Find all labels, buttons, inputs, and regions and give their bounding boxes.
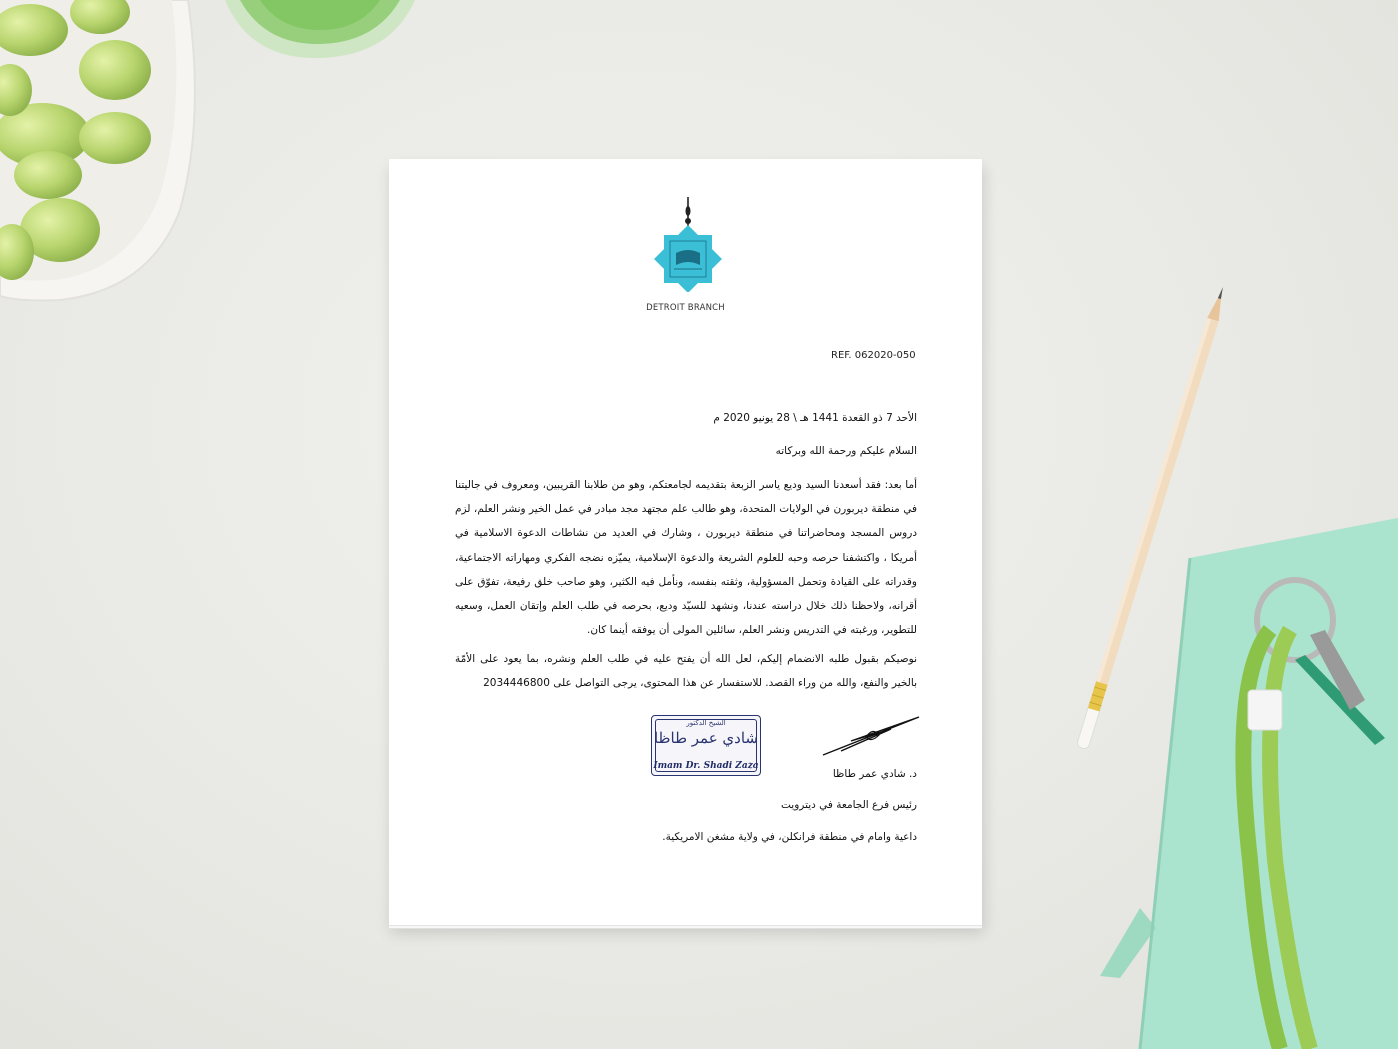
letter-date: الأحد 7 ذو القعدة 1441 هـ \ 28 يونيو 2020 م — [713, 412, 917, 424]
official-stamp — [651, 715, 761, 776]
signer-role: داعية وامام في منطقة فرانكلن، في ولاية مشغن الامريكية. — [662, 831, 917, 843]
letter-paper — [389, 159, 982, 925]
stamp-english-name: Imam Dr. Shadi Zaza — [653, 761, 759, 771]
grapes-bowl-image — [0, 0, 200, 305]
handwritten-signature — [821, 715, 921, 759]
signer-title: رئيس فرع الجامعة في ديترويت — [780, 799, 917, 811]
letter-paragraph-2: نوصيكم بقبول طلبه الانضمام إليكم، لعل الله أن يفتح عليه في طلب العلم ونشره، بما يعود على الأمّة بالخير والنفع، والله من وراء القصد. للاستفسار عن هذا المحتوى، يرجى التواصل على 2034446800 — [455, 653, 917, 689]
signer-name: د. شادي عمر طاظا — [832, 768, 917, 780]
stamp-top-text: الشيخ الدكتور — [686, 719, 726, 727]
letter-paragraph-1: أما بعد: فقد أسعدنا السيد وديع ياسر الزبعة بتقديمه لجامعتكم، وهو من طلابنا القريبين، ومعروف في جاليتنا في منطقة ديربورن في الولايات المتحدة، وهو طالب علم مجتهد مجد مبادر في عمل الخير ونشر العلم، لزم دروس المسجد ومحاضراتنا في منطقة ديربورن ، وشارك في العديد من نشاطات الدعوة الاسلامية في أمريكا ، واكتشفنا حرصه وحبه للعلوم الشريعة والدعوة الإسلامية، يميّزه نضجه الفكري ومهاراته الاجتماعية، وقدراته على القيادة وتحمل المسؤولية، وثقته بنفسه، ونأمل فيه الكثير، وهو صاحب خلق رفيعة، تفوّق على أقرانه، ولاحظنا ذلك خلال دراسته عندنا، ونشهد للسيّد وديع، بحرصه في طلب العلم وإتقان العمل، وسعيه للتطوير، ورغبته في التدريس ونشر العلم، سائلين المولى أن يوفقه أينما كان. — [455, 479, 917, 637]
university-logo-icon — [653, 197, 723, 292]
green-glass-image — [220, 0, 420, 62]
branch-label: DETROIT BRANCH — [646, 303, 725, 313]
stamp-arabic-name: شادي عمر طاظا — [653, 729, 758, 747]
letter-greeting: السلام عليكم ورحمة الله وبركاته — [775, 445, 917, 457]
keychain-image — [1140, 560, 1398, 1049]
reference-number: REF. 062020-050 — [831, 350, 916, 361]
